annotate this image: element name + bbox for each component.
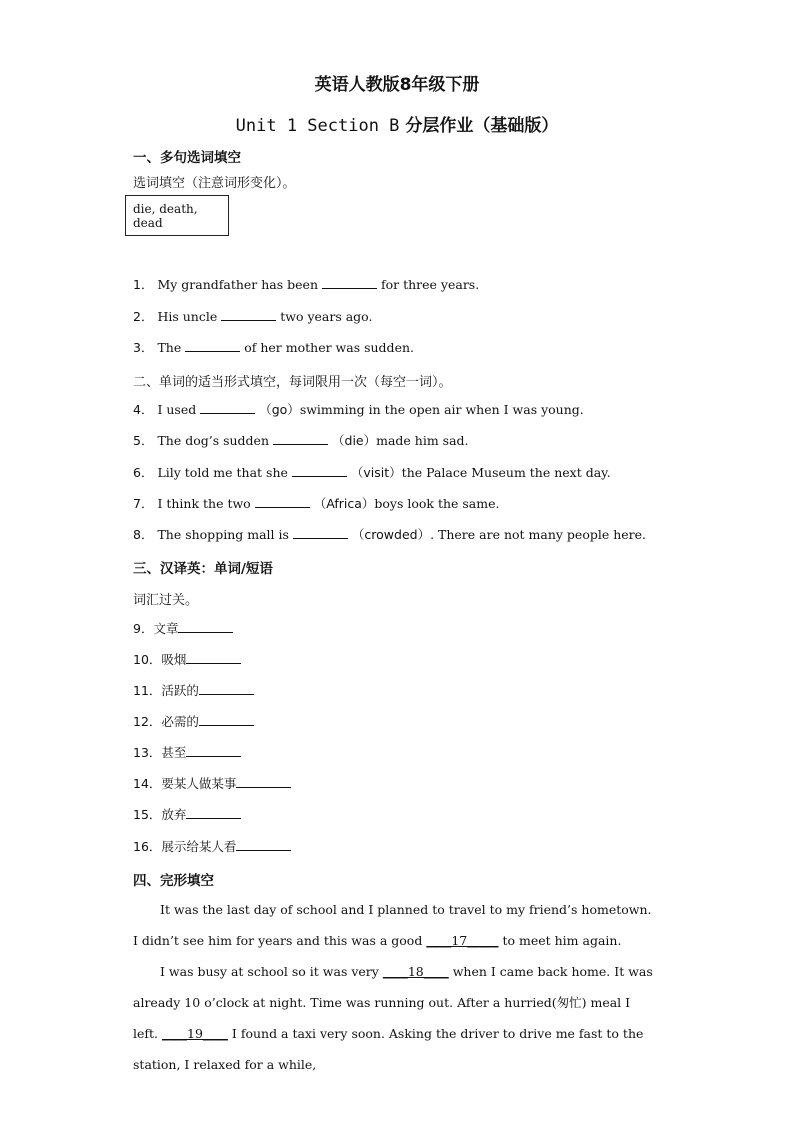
question-number: 8． — [133, 527, 154, 542]
question-text: for three years. — [381, 277, 480, 292]
answer-blank[interactable] — [236, 838, 291, 851]
question-8 — [133, 526, 646, 544]
question-4 — [133, 401, 584, 419]
cloze-paragraph-1 — [133, 894, 657, 956]
question-text: of her mother was sudden. — [244, 340, 414, 355]
question-text: The — [157, 340, 182, 355]
question-text: 甚至 — [161, 745, 187, 760]
question-text: swimming in the open air when I was young. — [299, 402, 584, 417]
answer-blank[interactable] — [178, 620, 233, 633]
question-text: My grandfather has been — [157, 277, 318, 292]
question-number: 12． — [133, 714, 162, 729]
cloze-text: It was the last day of school and I planned to travel to my friend’s hometown. I didn’t see him for years and this was a good — [133, 902, 652, 948]
word-box-text: die, death, dead — [133, 201, 198, 230]
question-number: 13． — [133, 745, 162, 760]
question-number: 2． — [133, 309, 154, 324]
question-16 — [133, 838, 295, 856]
question-text: 吸烟 — [161, 652, 187, 667]
question-10 — [133, 651, 245, 669]
question-text: 必需的 — [161, 714, 199, 729]
question-12 — [133, 713, 258, 731]
question-text: His uncle — [157, 309, 218, 324]
question-5 — [133, 432, 469, 450]
answer-blank[interactable] — [199, 682, 254, 695]
question-number: 11． — [133, 683, 162, 698]
question-2 — [133, 308, 372, 326]
section2-heading: 二、单词的适当形式填空，每词限用一次（每空一词）。 — [133, 375, 452, 390]
question-text: 要某人做某事 — [161, 776, 237, 791]
subtitle-type: 分层作业（基础版） — [399, 116, 559, 136]
question-3 — [133, 339, 414, 357]
section4-heading: 四、完形填空 — [133, 873, 214, 889]
question-number: 16． — [133, 839, 162, 854]
cloze-text: I was busy at school so it was very — [160, 964, 379, 979]
question-text: The shopping mall is — [157, 527, 289, 542]
question-text: 放弃 — [161, 807, 187, 822]
question-14 — [133, 775, 295, 793]
word-hint: （Africa） — [313, 496, 375, 511]
word-hint: （visit） — [350, 465, 402, 480]
cloze-paragraph-2 — [133, 956, 657, 1080]
question-text: I used — [157, 402, 197, 417]
question-text: two years ago. — [280, 309, 373, 324]
question-text: 文章 — [153, 621, 179, 636]
question-number: 1． — [133, 277, 154, 292]
question-number: 4． — [133, 402, 154, 417]
page-title: 英语人教版8年级下册 — [314, 75, 480, 95]
word-hint: （die） — [332, 433, 377, 448]
question-text: made him sad. — [376, 433, 469, 448]
answer-blank[interactable] — [200, 401, 255, 414]
question-1 — [133, 276, 479, 294]
question-number: 5． — [133, 433, 154, 448]
cloze-text: I found a taxi very soon. Asking the driver to drive me fast to the station, I relaxed for a while, — [133, 1026, 644, 1072]
section3-heading: 三、汉译英：单词/短语 — [133, 561, 273, 577]
answer-blank[interactable] — [186, 806, 241, 819]
cloze-blank-17[interactable]: ____17_____ — [426, 933, 499, 948]
answer-blank[interactable] — [186, 651, 241, 664]
cloze-blank-19[interactable]: ____19____ — [162, 1026, 228, 1041]
subtitle-unit: Unit 1 Section B — [235, 116, 400, 136]
question-number: 7． — [133, 496, 154, 511]
question-text: 展示给某人看 — [161, 839, 237, 854]
answer-blank[interactable] — [322, 276, 377, 289]
question-text: The dog’s sudden — [157, 433, 270, 448]
question-number: 3． — [133, 340, 154, 355]
question-text: I think the two — [157, 496, 251, 511]
answer-blank[interactable] — [185, 339, 240, 352]
answer-blank[interactable] — [273, 432, 328, 445]
question-number: 14． — [133, 776, 162, 791]
question-9 — [133, 620, 237, 638]
question-text: Lily told me that she — [157, 465, 288, 480]
cloze-text: when I came back home. It was already 10 o’clock at night. Time was running out. After a hurried(匆忙) meal I left. — [133, 964, 653, 1041]
word-box — [125, 195, 229, 236]
section1-heading: 一、多句选词填空 — [133, 150, 241, 166]
answer-blank[interactable] — [292, 464, 347, 477]
word-hint: （go） — [259, 402, 300, 417]
answer-blank[interactable] — [186, 744, 241, 757]
question-text: the Palace Museum the next day. — [401, 465, 611, 480]
answer-blank[interactable] — [236, 775, 291, 788]
section3-instruction: 词汇过关。 — [133, 593, 199, 608]
question-15 — [133, 806, 245, 824]
section1-instruction: 选词填空（注意词形变化）。 — [133, 176, 296, 191]
question-text: 活跃的 — [161, 683, 199, 698]
question-text: . There are not many people here. — [430, 527, 647, 542]
cloze-text: to meet him again. — [502, 933, 622, 948]
question-number: 10． — [133, 652, 162, 667]
answer-blank[interactable] — [293, 526, 348, 539]
question-number: 9． — [133, 621, 154, 636]
question-7 — [133, 495, 500, 513]
question-text: boys look the same. — [374, 496, 500, 511]
question-11 — [133, 682, 258, 700]
question-13 — [133, 744, 245, 762]
question-6 — [133, 464, 611, 482]
answer-blank[interactable] — [199, 713, 254, 726]
answer-blank[interactable] — [221, 308, 276, 321]
question-number: 15． — [133, 807, 162, 822]
answer-blank[interactable] — [255, 495, 310, 508]
page-subtitle — [0, 111, 794, 136]
word-hint: （crowded） — [351, 527, 431, 542]
question-number: 6． — [133, 465, 154, 480]
cloze-blank-18[interactable]: ____18____ — [382, 964, 449, 979]
